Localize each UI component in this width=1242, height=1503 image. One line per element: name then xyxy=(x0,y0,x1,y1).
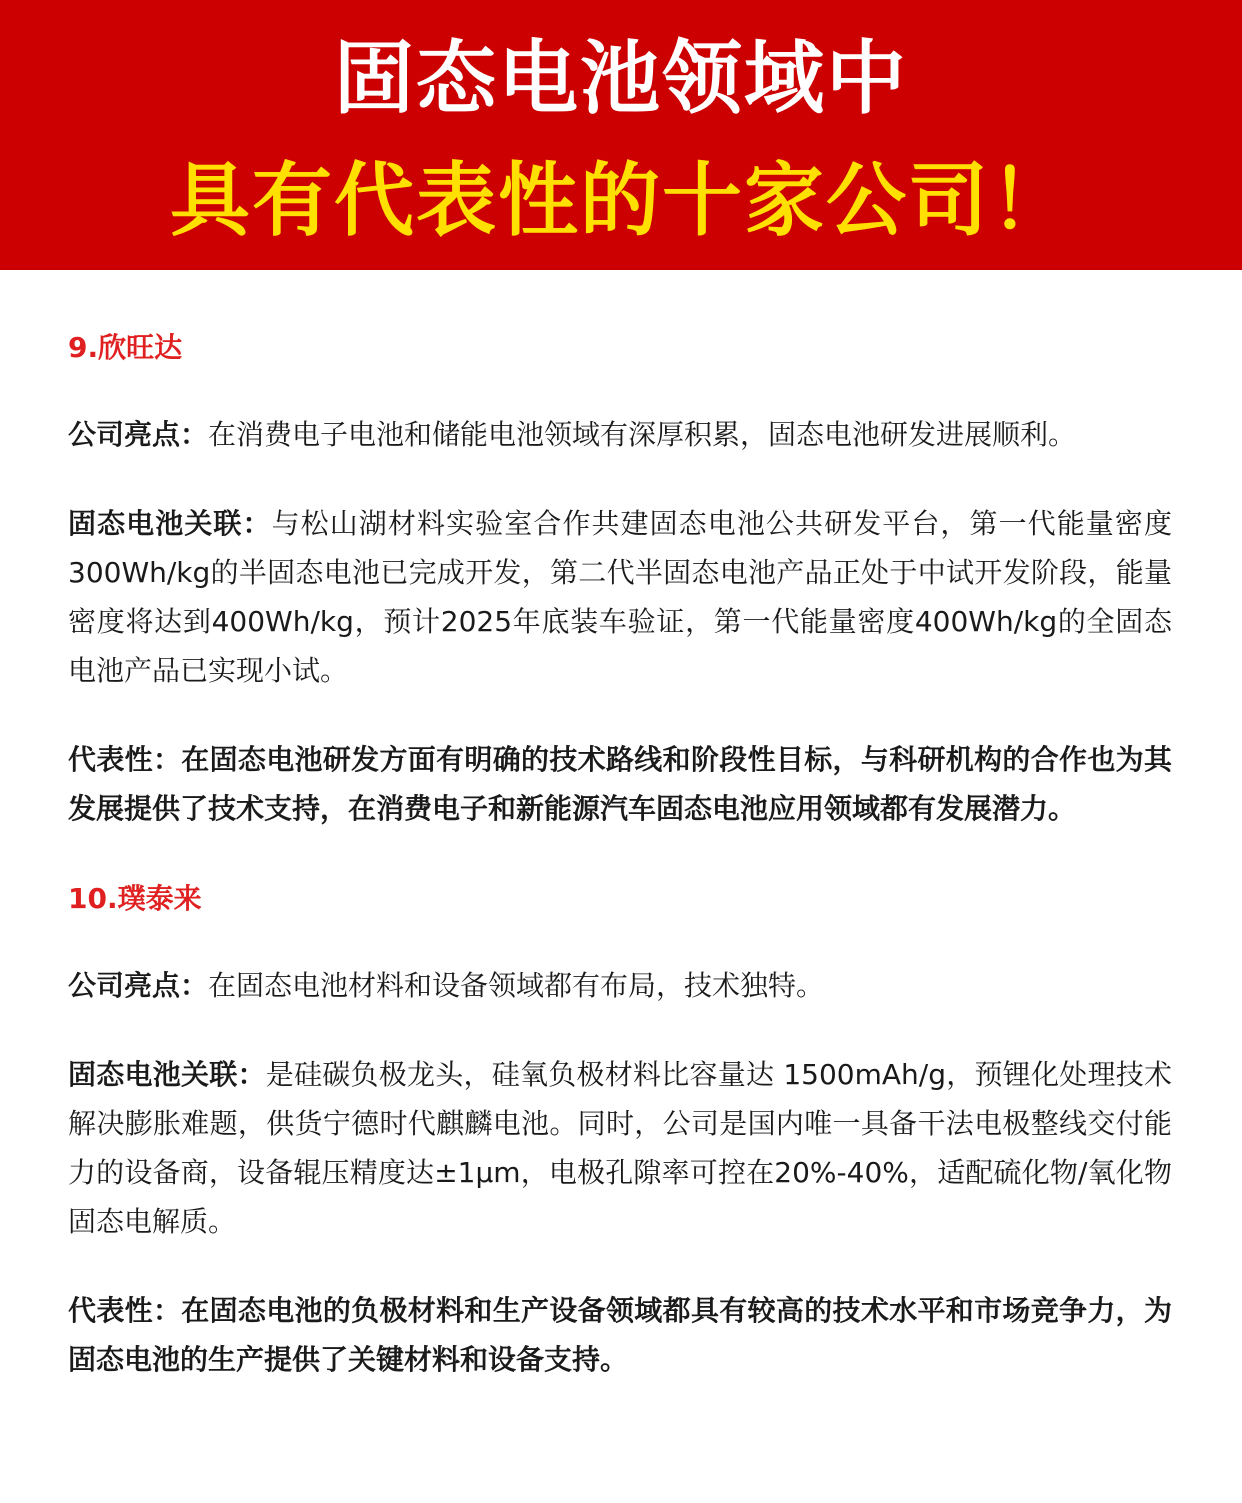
header-banner xyxy=(0,0,1242,270)
company-highlight xyxy=(68,961,1172,1010)
highlight-text: 在固态电池材料和设备领域都有布局，技术独特。 xyxy=(208,969,825,1002)
relation-label: 固态电池关联： xyxy=(68,1058,266,1091)
company-section-9 xyxy=(68,322,1172,833)
highlight-text: 在消费电子电池和储能电池领域有深厚积累，固态电池研发进展顺利。 xyxy=(208,418,1077,451)
relation-text: 与松山湖材料实验室合作共建固态电池公共研发平台，第一代能量密度300Wh/kg的半固态电池已完成开发，第二代半固态电池产品正处于中试开发阶段，能量密度将达到400Wh/kg，预计2025年底装车验证，第一代能量密度400Wh/kg的全固态电池产品已实现小试。 xyxy=(68,507,1172,687)
company-highlight xyxy=(68,410,1172,459)
banner-title-line-1: 固态电池领域中 xyxy=(334,31,908,125)
article-content xyxy=(68,322,1172,1384)
company-title: 10.璞泰来 xyxy=(68,882,202,915)
relation-label: 固态电池关联： xyxy=(68,507,272,540)
highlight-label: 公司亮点： xyxy=(68,418,209,451)
company-section-10 xyxy=(68,873,1172,1384)
company-relation xyxy=(68,1050,1172,1246)
relation-text: 是硅碳负极龙头，硅氧负极材料比容量达 1500mAh/g，预锂化处理技术解决膨胀难题，供货宁德时代麒麟电池。同时，公司是国内唯一具备干法电极整线交付能力的设备商，设备辊压精度达±1μm，电极孔隙率可控在20%-40%，适配硫化物/氧化物固态电解质。 xyxy=(68,1058,1172,1238)
company-representative: 代表性：在固态电池的负极材料和生产设备领域都具有较高的技术水平和市场竞争力，为固态电池的生产提供了关键材料和设备支持。 xyxy=(68,1294,1172,1376)
banner-title-line-2: 具有代表性的十家公司！ xyxy=(170,153,1072,247)
company-representative: 代表性：在固态电池研发方面有明确的技术路线和阶段性目标，与科研机构的合作也为其发展提供了技术支持，在消费电子和新能源汽车固态电池应用领域都有发展潜力。 xyxy=(68,743,1172,825)
highlight-label: 公司亮点： xyxy=(68,969,209,1002)
company-title: 9.欣旺达 xyxy=(68,331,183,364)
company-relation xyxy=(68,499,1172,695)
